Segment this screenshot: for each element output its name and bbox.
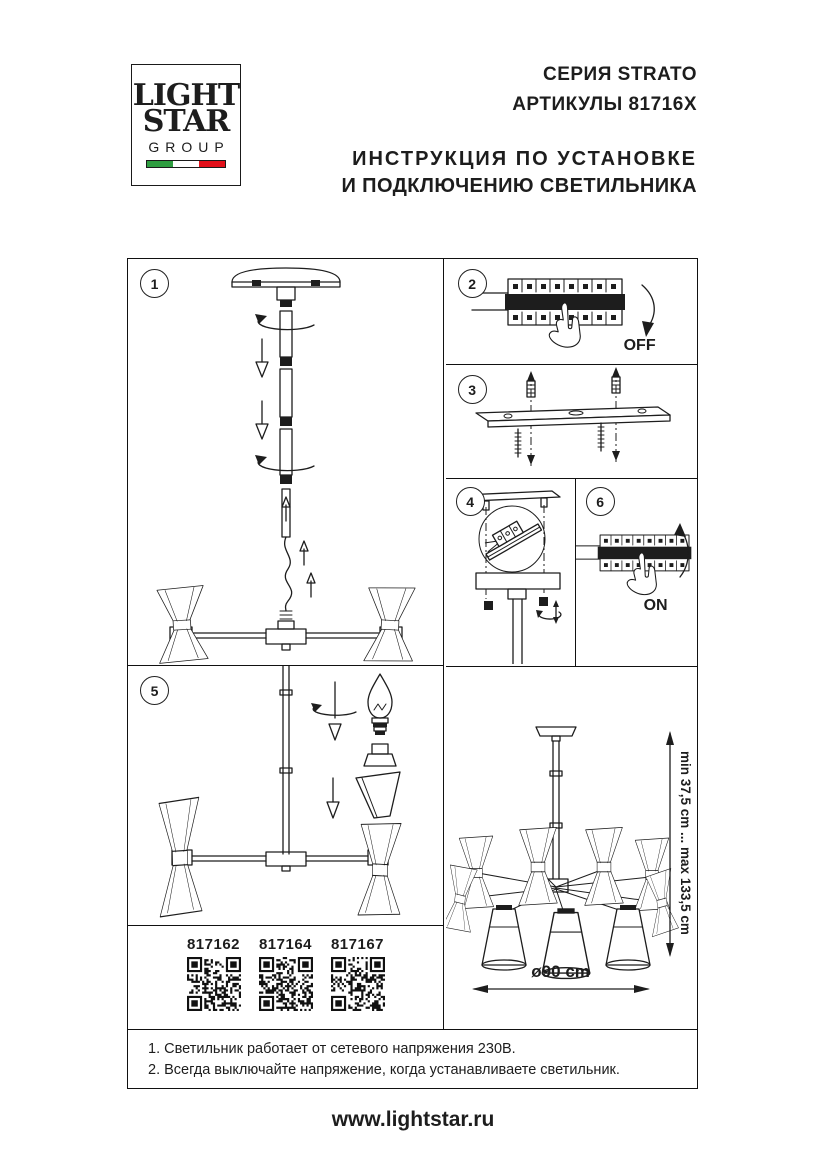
article-number: 817167 [330,936,385,953]
step1-rod-assembly-drawing [128,259,444,664]
step5-panel [128,666,443,926]
step6-number: 6 [586,487,615,516]
italian-flag-icon [146,160,226,168]
qr-code-817162 [187,957,241,1011]
step1-number: 1 [140,269,169,298]
article-number: 817162 [186,936,241,953]
dimensions-panel [446,667,697,1030]
flag-red [199,161,225,167]
instruction-title-line2: И ПОДКЛЮЧЕНИЮ СВЕТИЛЬНИКА [341,175,697,197]
height-range-dimension: min 37,5 cm ... max 133,5 cm [678,751,694,935]
on-label: ON [643,597,668,614]
off-label: OFF [623,337,656,354]
series-title: СЕРИЯ STRATO [542,64,697,85]
qr-code-817167 [331,957,385,1011]
instruction-title-line1: ИНСТРУКЦИЯ ПО УСТАНОВКЕ [352,148,697,170]
logo-word-star: STAR [142,103,230,139]
qr-code-817164 [259,957,313,1011]
step4-number: 4 [456,487,485,516]
note-1: 1. Светильник работает от сетевого напряжения 230В. [148,1041,516,1057]
step3-number: 3 [458,375,487,404]
step4-panel [446,479,576,666]
right-column [446,259,697,1029]
step3-panel [446,365,697,479]
step1-panel [128,259,443,666]
left-column [128,259,444,1029]
logo-word-group: GROUP [148,138,230,155]
qr-item [258,936,314,1039]
qr-item [330,936,386,1039]
articles-title: АРТИКУЛЫ 81716X [512,94,697,115]
safety-notes [128,1029,697,1088]
diameter-dimension: ø90 cm [531,962,590,981]
qr-code-row [128,926,443,1039]
logo-word-light: LIGHT [132,77,240,113]
qr-item [186,936,242,1039]
flag-green [147,161,173,167]
manual-frame [127,258,698,1089]
website-url: www.lightstar.ru [331,1108,495,1131]
header-text [341,60,697,200]
lightstar-logo [131,64,241,186]
step2-panel [446,259,697,365]
flag-white [173,161,199,167]
step5-number: 5 [140,676,169,705]
article-number: 817164 [258,936,313,953]
step2-number: 2 [458,269,487,298]
note-2: 2. Всегда выключайте напряжение, когда устанавливаете светильник. [148,1062,620,1078]
step5-bulb-shade-drawing [128,666,444,924]
step6-panel [576,479,697,666]
